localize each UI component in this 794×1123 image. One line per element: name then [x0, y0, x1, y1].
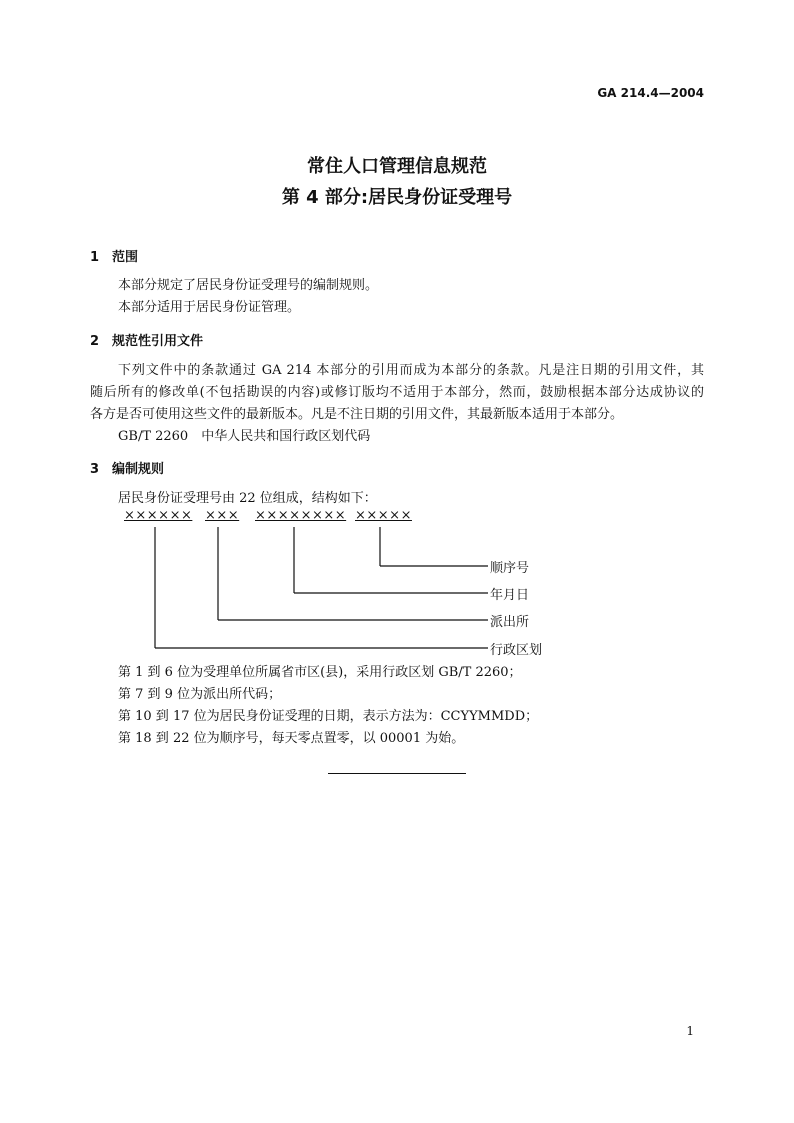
document-subtitle: 第 4 部分:居民身份证受理号	[281, 187, 513, 208]
section-title: 范围	[112, 250, 139, 265]
paragraph-line: 各方是否可使用这些文件的最新版本。凡是不注日期的引用文件，其最新版本适用于本部分。	[90, 407, 624, 422]
normative-reference: GB/T 2260 中华人民共和国行政区划代码	[118, 429, 371, 444]
digit-group-sequence: ×××××	[355, 508, 412, 523]
paragraph: 本部分适用于居民身份证管理。	[118, 300, 301, 315]
rule-item: 第 1 到 6 位为受理单位所属省市区(县)，采用行政区划 GB/T 2260；	[118, 665, 522, 680]
label-admin-division: 行政区划	[490, 643, 543, 658]
section-title: 规范性引用文件	[112, 334, 204, 349]
digit-group-admin-division: ××××××	[124, 508, 193, 523]
end-of-document-rule	[328, 773, 466, 774]
digit-group-date: ××××××××	[255, 508, 347, 523]
document-title: 常住人口管理信息规范	[307, 156, 487, 177]
section-number: 2	[90, 334, 100, 349]
paragraph: 居民身份证受理号由 22 位组成，结构如下：	[118, 491, 377, 506]
label-police-station: 派出所	[490, 615, 530, 630]
rule-item: 第 10 到 17 位为居民身份证受理的日期，表示方法为：CCYYMMDD；	[118, 709, 539, 724]
rule-item: 第 18 到 22 位为顺序号，每天零点置零，以 00001 为始。	[118, 731, 465, 746]
section-number: 1	[90, 250, 100, 265]
section-number: 3	[90, 462, 100, 477]
rule-item: 第 7 到 9 位为派出所代码；	[118, 687, 282, 702]
page-number: 1	[686, 1024, 694, 1038]
paragraph: 本部分规定了居民身份证受理号的编制规则。	[118, 278, 379, 293]
section-title: 编制规则	[112, 462, 165, 477]
paragraph-line: 下列文件中的条款通过 GA 214 本部分的引用而成为本部分的条款。凡是注日期的引用文件，其	[118, 363, 704, 378]
digit-group-police-station: ×××	[205, 508, 240, 523]
label-sequence: 顺序号	[490, 561, 530, 576]
document-code: GA 214.4—2004	[597, 86, 704, 100]
paragraph-line: 随后所有的修改单(不包括勘误的内容)或修订版均不适用于本部分，然而，鼓励根据本部分达成协议的	[90, 385, 704, 400]
label-date: 年月日	[490, 588, 530, 603]
